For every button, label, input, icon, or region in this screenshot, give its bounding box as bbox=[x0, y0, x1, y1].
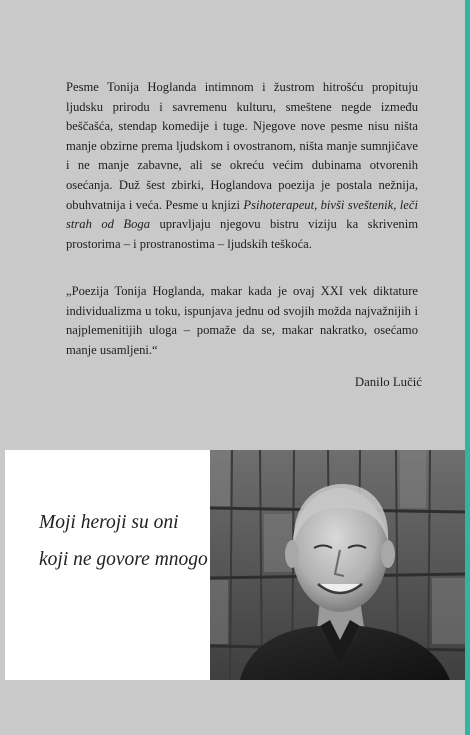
quote-author: Danilo Lučić bbox=[354, 375, 422, 389]
cover-bottom-band bbox=[0, 680, 465, 735]
spine-edge bbox=[465, 0, 470, 735]
author-portrait-image bbox=[210, 450, 465, 680]
back-cover-blurb bbox=[66, 78, 418, 254]
blurb-text-start: Pesme Tonija Hoglanda intimnom i žustrom hitrošću propituju ljudsku prirodu i savremenu kulturu, smeštene negde između beščašća, stendap komedije i tuge. Njegove nove pesme nisu ništa manje obzirne prema ljudskom i ovostranom, ništa manje sumnjičave i ne manje zabavne, ali se okreću većim dubinama otvorenih osećanja. Duž šest zbirki, Hoglandova poezija je postala nežnija, obuhvatnija i veća. Pesme u knjizi bbox=[66, 80, 418, 212]
motto-text: Moji heroji su oni koji ne govore mnogo bbox=[39, 512, 208, 570]
motto-box bbox=[5, 450, 210, 680]
blurb-text-end: upravljaju njegovu bistru viziju ka skrivenim prostorima – i prostranostima – ljudskih teškoća. bbox=[66, 217, 418, 251]
review-quote: „Poezija Tonija Hoglanda, makar kada je ovaj XXI vek diktature individualizma u toku, ispunjava jednu od svojih možda najvažnijih i najplemenitijih uloga – pomaže da se, makar nakratko, osećamo manje usamljeni.“ bbox=[66, 284, 418, 357]
book-title: Psihoterapeut, bivši sveštenik, leči strah od Boga bbox=[66, 197, 418, 232]
author-photo bbox=[210, 450, 465, 680]
